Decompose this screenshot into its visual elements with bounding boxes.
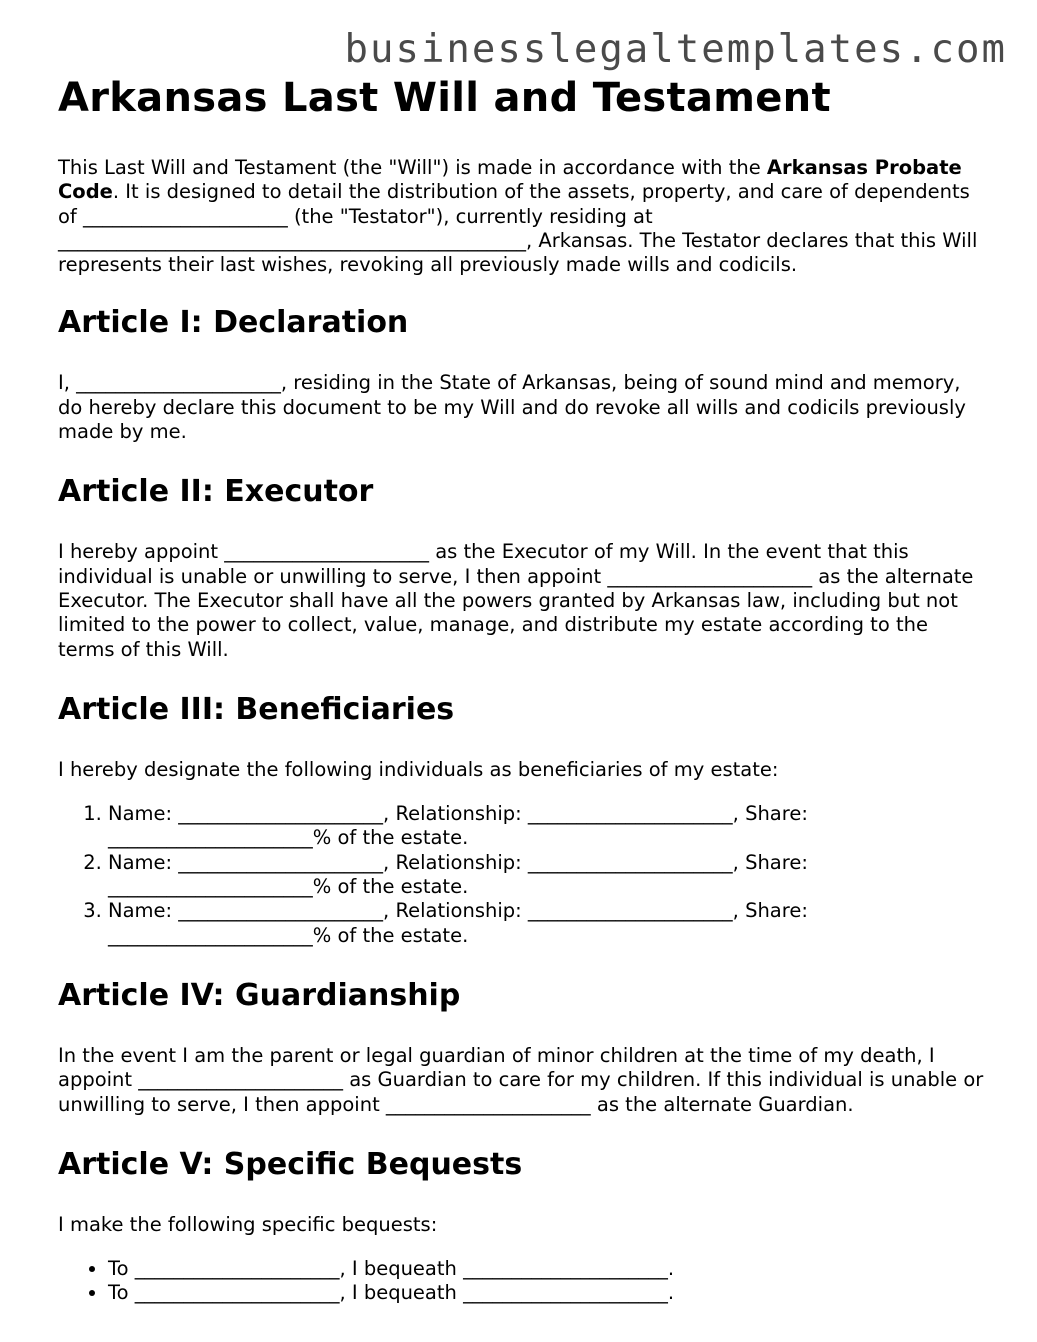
list-item: 1. Name: _____________________, Relationship: _____________________, Share: _____________________% of the estate. [108,802,988,851]
list-item: • To _____________________, I bequeath _____________________. [108,1257,988,1281]
article1-text: I, _____________________, residing in the State of Arkansas, being of sound mind and memory, do hereby declare this document to be my Will and do revoke all wills and codicils previously made by me. [58,371,966,444]
list-item: 2. Name: _____________________, Relationship: _____________________, Share: _____________________% of the estate. [108,851,988,900]
article2-text: I hereby appoint _____________________ as the Executor of my Will. In the event that this individual is unable or unwilling to serve, I then appoint _____________________ as the alternate Executor. The Executor shall have all the powers granted by Arkansas law, including but not limited to the power to collect, value, manage, and distribute my estate according to the terms of this Will. [58,540,974,661]
beneficiaries-list [58,802,988,948]
document-page [58,74,988,1336]
watermark: businesslegaltemplates.com [344,27,1007,72]
intro-post: . It is designed to detail the distribution of the assets, property, and care of dependents of _____________________ (the "Testator"), currently residing at ________________________________________________, Arkansas. The Testator declares that this Will represents their last wishes, revoking all previously made wills and codicils. [58,180,978,277]
intro-bold: Arkansas Probate Code [58,156,962,204]
article3-text: I hereby designate the following individuals as beneficiaries of my estate: [58,757,779,781]
article5-heading: Article V: Specific Bequests [58,1146,523,1182]
list-item: • To _____________________, I bequeath _____________________. [108,1281,988,1305]
article1-heading: Article I: Declaration [58,305,409,341]
intro-paragraph [58,156,988,277]
article3-heading: Article III: Beneficiaries [58,691,455,727]
bequests-list [58,1257,988,1306]
document-title: Arkansas Last Will and Testament [58,75,831,121]
list-item: 3. Name: _____________________, Relationship: _____________________, Share: _____________________% of the estate. [108,899,988,948]
intro-pre: This Last Will and Testament (the "Will") is made in accordance with the [58,156,767,179]
article4-heading: Article IV: Guardianship [58,977,461,1013]
article2-heading: Article II: Executor [58,474,374,510]
article4-text: In the event I am the parent or legal guardian of minor children at the time of my death, I appoint _____________________ as Guardian to care for my children. If this individual is unable or unwilling to serve, I then appoint _____________________ as the alternate Guardian. [58,1043,984,1116]
article5-text: I make the following specific bequests: [58,1212,438,1236]
